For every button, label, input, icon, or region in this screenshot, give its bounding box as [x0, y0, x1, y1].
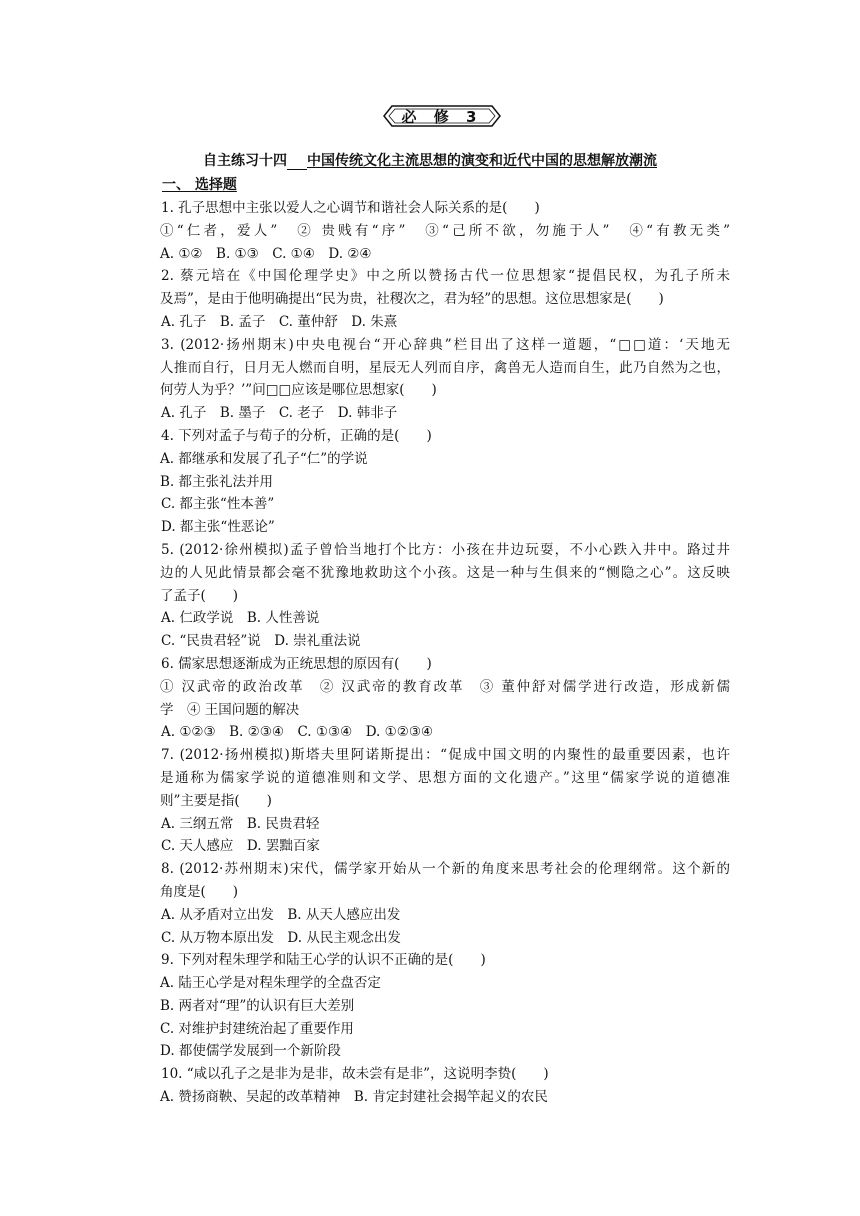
title-main: 中国传统文化主流思想的演变和近代中国的思想解放潮流 [307, 153, 657, 169]
text-line: A. 仁政学说 B. 人性善说 [161, 610, 320, 627]
title-prefix: 自主练习十四 [203, 153, 287, 169]
module-banner [382, 104, 502, 128]
text-line: ①“仁者，爱人” ② 贵贱有“序” ③“己所不欲，勿施于人” ④“有教无类” [160, 222, 730, 239]
text-line: 8. (2012·苏州期末)宋代，儒学家开始从一个新的角度来思考社会的伦理纲常。这个新的 [161, 861, 730, 878]
banner-text: 必 修 3 [401, 107, 483, 126]
text-line: B. 都主张礼法并用 [160, 473, 274, 490]
text-line: A. 陆王心学是对程朱理学的全盘否定 [160, 975, 381, 992]
text-line: ① 汉武帝的政治改革 ② 汉武帝的教育改革 ③ 董仲舒对儒学进行改造，形成新儒 [160, 678, 730, 695]
title-blank [287, 157, 307, 170]
text-line: C. 天人感应 D. 罢黜百家 [161, 838, 320, 855]
text-line: 及焉”，是由于他明确提出“民为贵，社稷次之，君为轻”的思想。这位思想家是( ) [160, 291, 664, 308]
text-line: C. 都主张“性本善” [161, 496, 275, 513]
text-line: D. 都主张“性恶论” [161, 519, 275, 536]
section-heading: 一、 选择题 [162, 177, 237, 193]
text-line: B. 两者对“理”的认识有巨大差别 [160, 997, 355, 1014]
text-line: A. 赞扬商鞅、吴起的改革精神 B. 肯定封建社会揭竿起义的农民 [160, 1089, 548, 1106]
question-list [160, 197, 730, 1109]
text-line: 10. “咸以孔子之是非为是非，故未尝有是非”，这说明李贽( ) [161, 1066, 549, 1083]
text-line: A. 都继承和发展了孔子“仁”的学说 [160, 450, 368, 467]
text-line: 何劳人为乎？’”问□□应该是哪位思想家( ) [160, 382, 437, 399]
text-line: C. 从万物本原出发 D. 从民主观念出发 [161, 929, 401, 946]
text-line: D. 都使儒学发展到一个新阶段 [160, 1043, 341, 1060]
page-title [203, 150, 657, 170]
text-line: 是通称为儒家学说的道德准则和文学、思想方面的文化遗产。”这里“儒家学说的道德准 [160, 769, 730, 786]
text-line: 7. (2012·扬州模拟)斯塔夫里阿诺斯提出：“促成中国文明的内聚性的最重要因素，也许 [161, 747, 730, 764]
text-line: 4. 下列对孟子与荀子的分析，正确的是( ) [161, 427, 432, 444]
text-line: 1. 孔子思想中主张以爱人之心调节和谐社会人际关系的是( ) [161, 200, 540, 216]
text-line: C. 对维护封建统治起了重要作用 [160, 1020, 354, 1037]
text-line: 了孟子( ) [160, 587, 239, 604]
text-line: 9. 下列对程朱理学和陆王心学的认识不正确的是( ) [161, 952, 486, 969]
text-line: A. 孔子 B. 孟子 C. 董仲舒 D. 朱熹 [161, 313, 398, 330]
text-line: C. “民贵君轻”说 D. 崇礼重法说 [161, 633, 361, 650]
text-line: 5. (2012·徐州模拟)孟子曾恰当地打个比方：小孩在井边玩耍，不小心跌入井中。路过井 [161, 541, 730, 558]
text-line: A. 从矛盾对立出发 B. 从天人感应出发 [161, 906, 401, 923]
text-line: 则”主要是指( ) [160, 792, 272, 809]
text-line: 人推而自行，日月无人燃而自明，星辰无人列而自序，禽兽无人造而自生，此乃自然为之也， [160, 359, 730, 376]
text-line: A. 三纲五常 B. 民贵君轻 [161, 815, 320, 832]
text-line: A. ①② B. ①③ C. ①④ D. ②④ [160, 245, 372, 262]
text-line: 角度是( ) [160, 883, 239, 900]
text-line: 边的人见此情景都会毫不犹豫地救助这个小孩。这是一种与生俱来的“恻隐之心”。这反映 [160, 564, 730, 581]
text-line: A. ①②③ B. ②③④ C. ①③④ D. ①②③④ [161, 724, 434, 741]
text-line: 学 ④ 王国问题的解决 [160, 701, 300, 718]
text-line: 2. 蔡元培在《中国伦理学史》中之所以赞扬古代一位思想家“提倡民权，为孔子所未 [161, 268, 730, 285]
text-line: 3. (2012·扬州期末)中央电视台“开心辞典”栏目出了这样一道题，“□□道：‘天地无 [161, 336, 730, 353]
text-line: 6. 儒家思想逐渐成为正统思想的原因有( ) [161, 655, 432, 672]
text-line: A. 孔子 B. 墨子 C. 老子 D. 韩非子 [161, 405, 398, 422]
